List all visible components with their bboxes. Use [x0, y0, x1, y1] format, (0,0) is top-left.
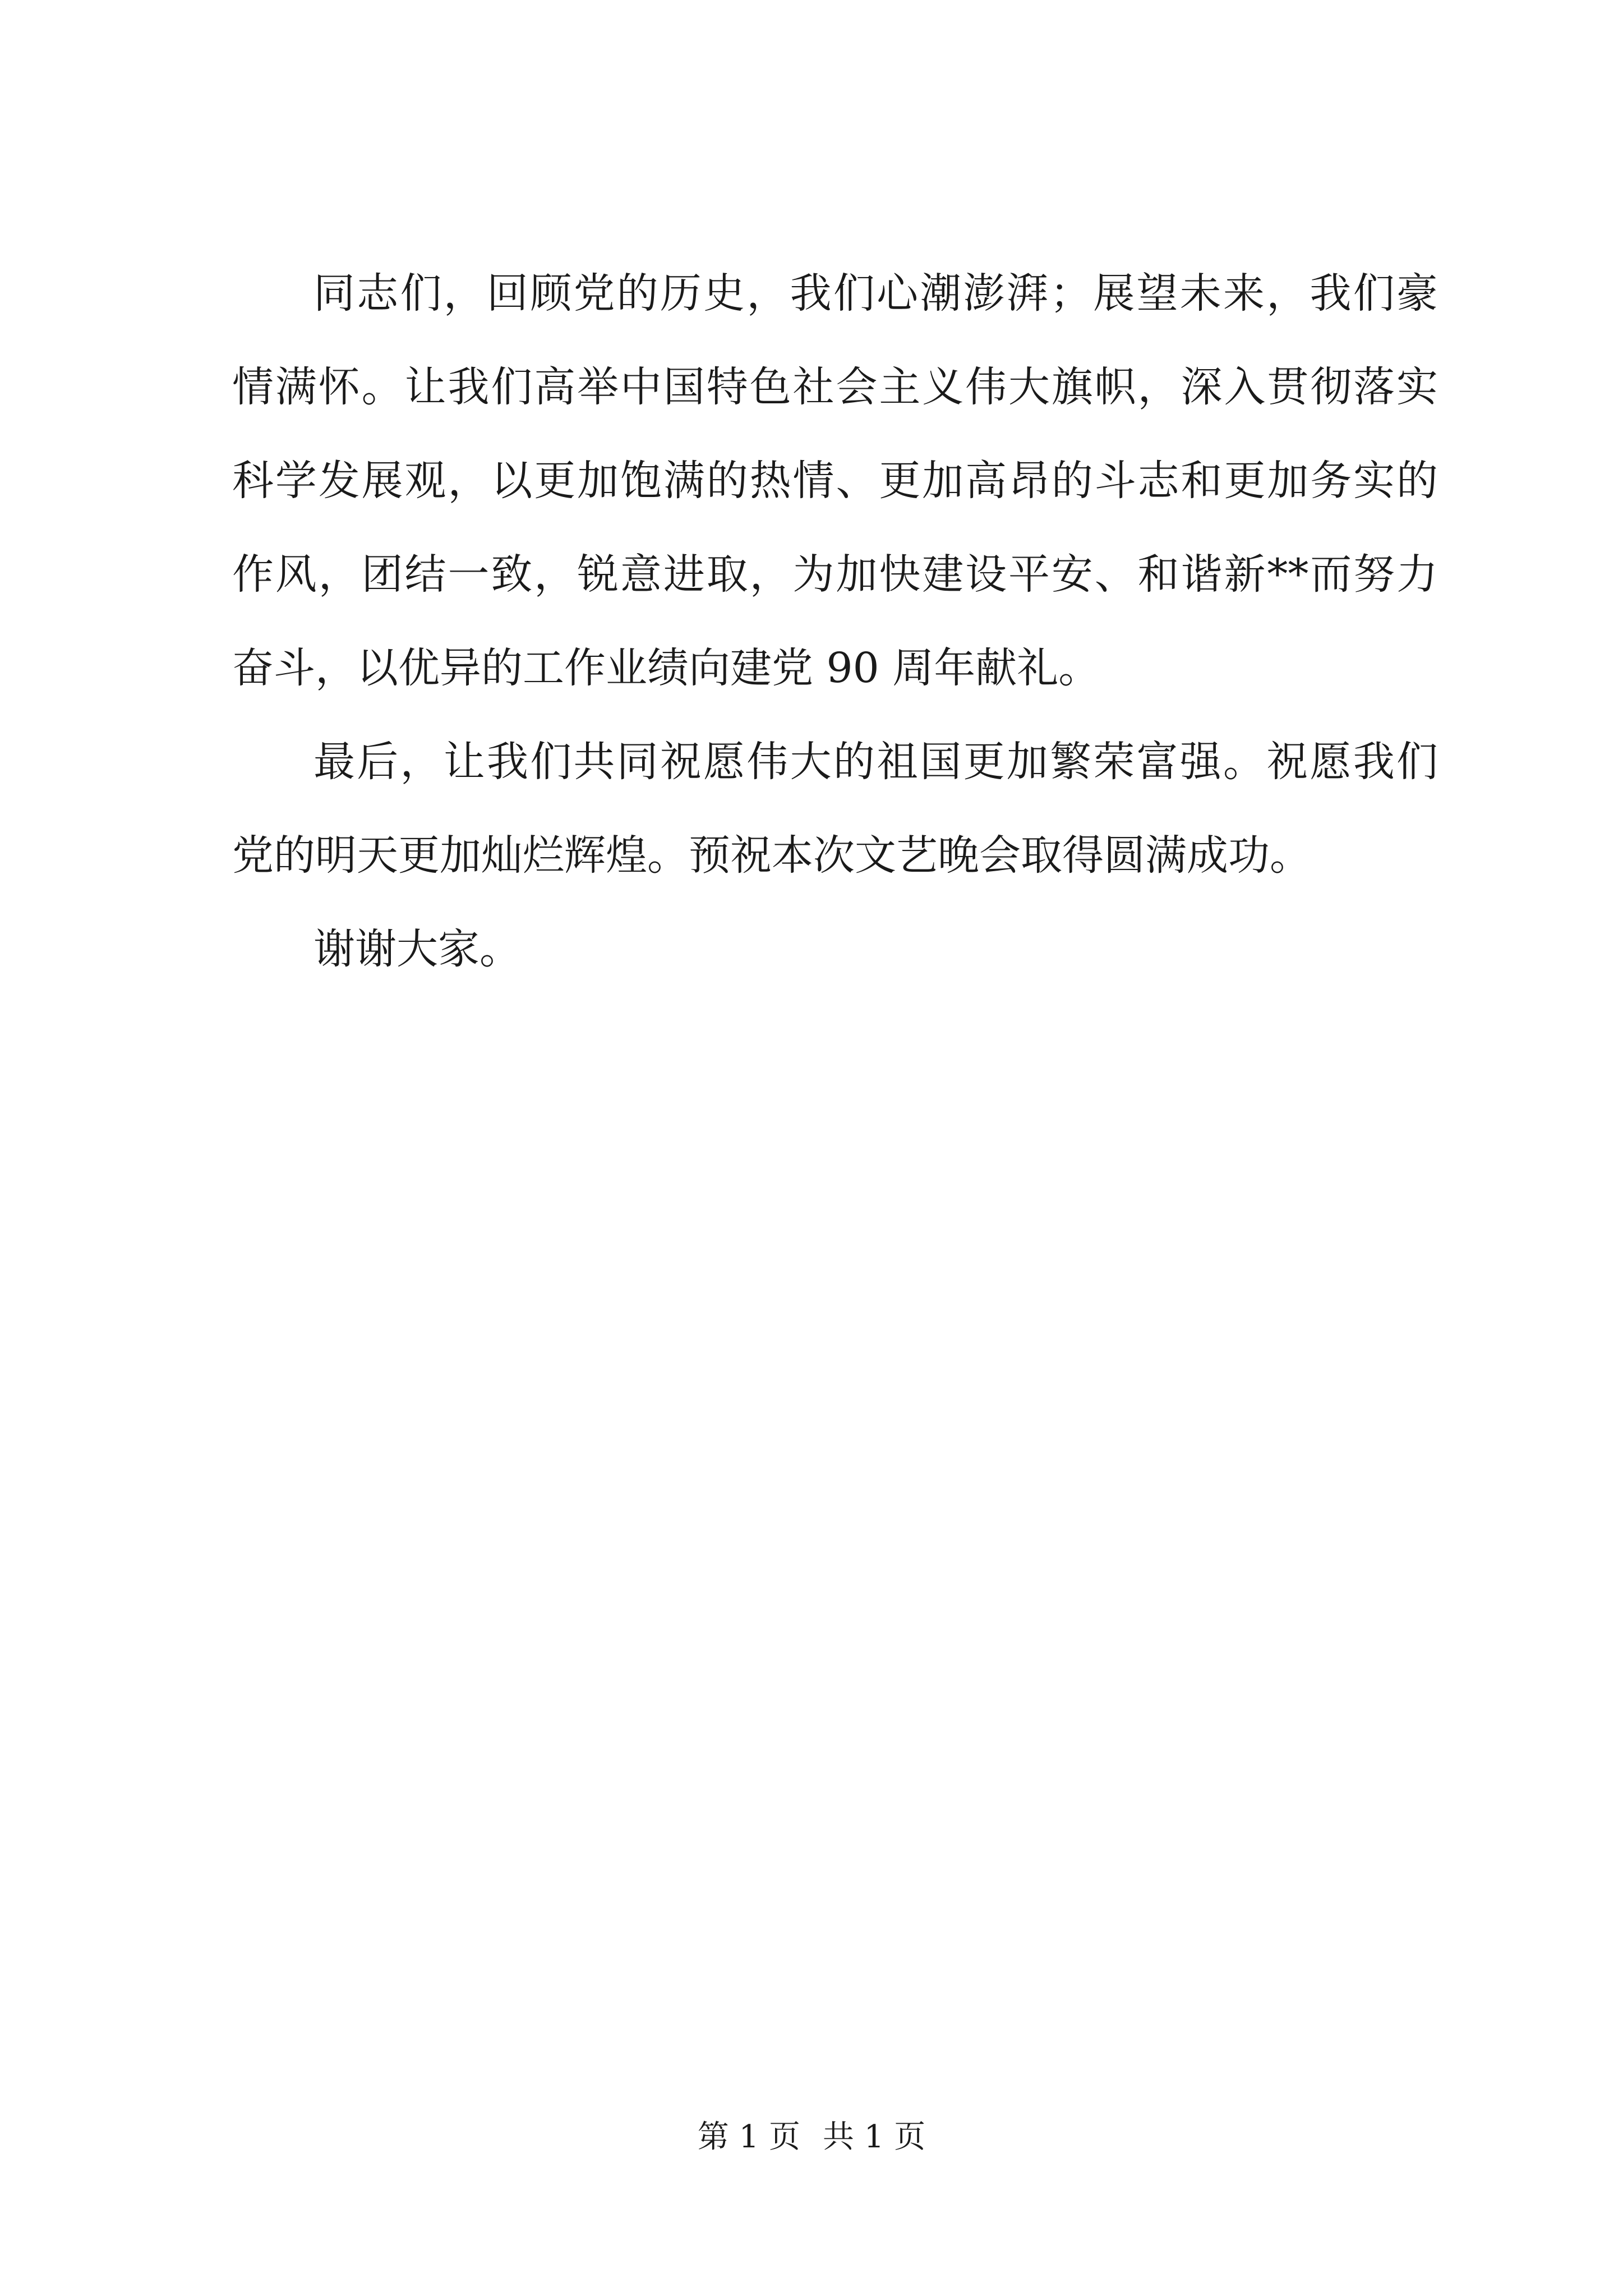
- page-footer: [0, 2115, 1623, 2160]
- page-number-total: 共 1 页: [823, 2119, 926, 2155]
- paragraph-2-line-1: 最后，让我们共同祝愿伟大的祖国更加繁荣富强。祝愿我们: [313, 738, 1438, 786]
- paragraph-1-line-3: 科学发展观，以更加饱满的热情、更加高昂的斗志和更加务实的: [232, 457, 1438, 505]
- paragraph-3-line-1: 谢谢大家。: [313, 925, 521, 973]
- page-number-current: 第 1 页: [697, 2119, 800, 2155]
- document-body: [232, 247, 1438, 996]
- paragraph-1-line-1: 同志们，回顾党的历史，我们心潮澎湃；展望未来，我们豪: [313, 269, 1438, 318]
- paragraph-1-line-5: 奋斗，以优异的工作业绩向建党 90 周年献礼。: [232, 644, 1100, 692]
- paragraph-1-line-4: 作风，团结一致，锐意进取，为加快建设平安、和谐新**而努力: [232, 550, 1438, 599]
- paragraph-2-line-2: 党的明天更加灿烂辉煌。预祝本次文艺晚会取得圆满成功。: [232, 831, 1311, 880]
- paragraph-1-line-2: 情满怀。让我们高举中国特色社会主义伟大旗帜，深入贯彻落实: [232, 363, 1438, 411]
